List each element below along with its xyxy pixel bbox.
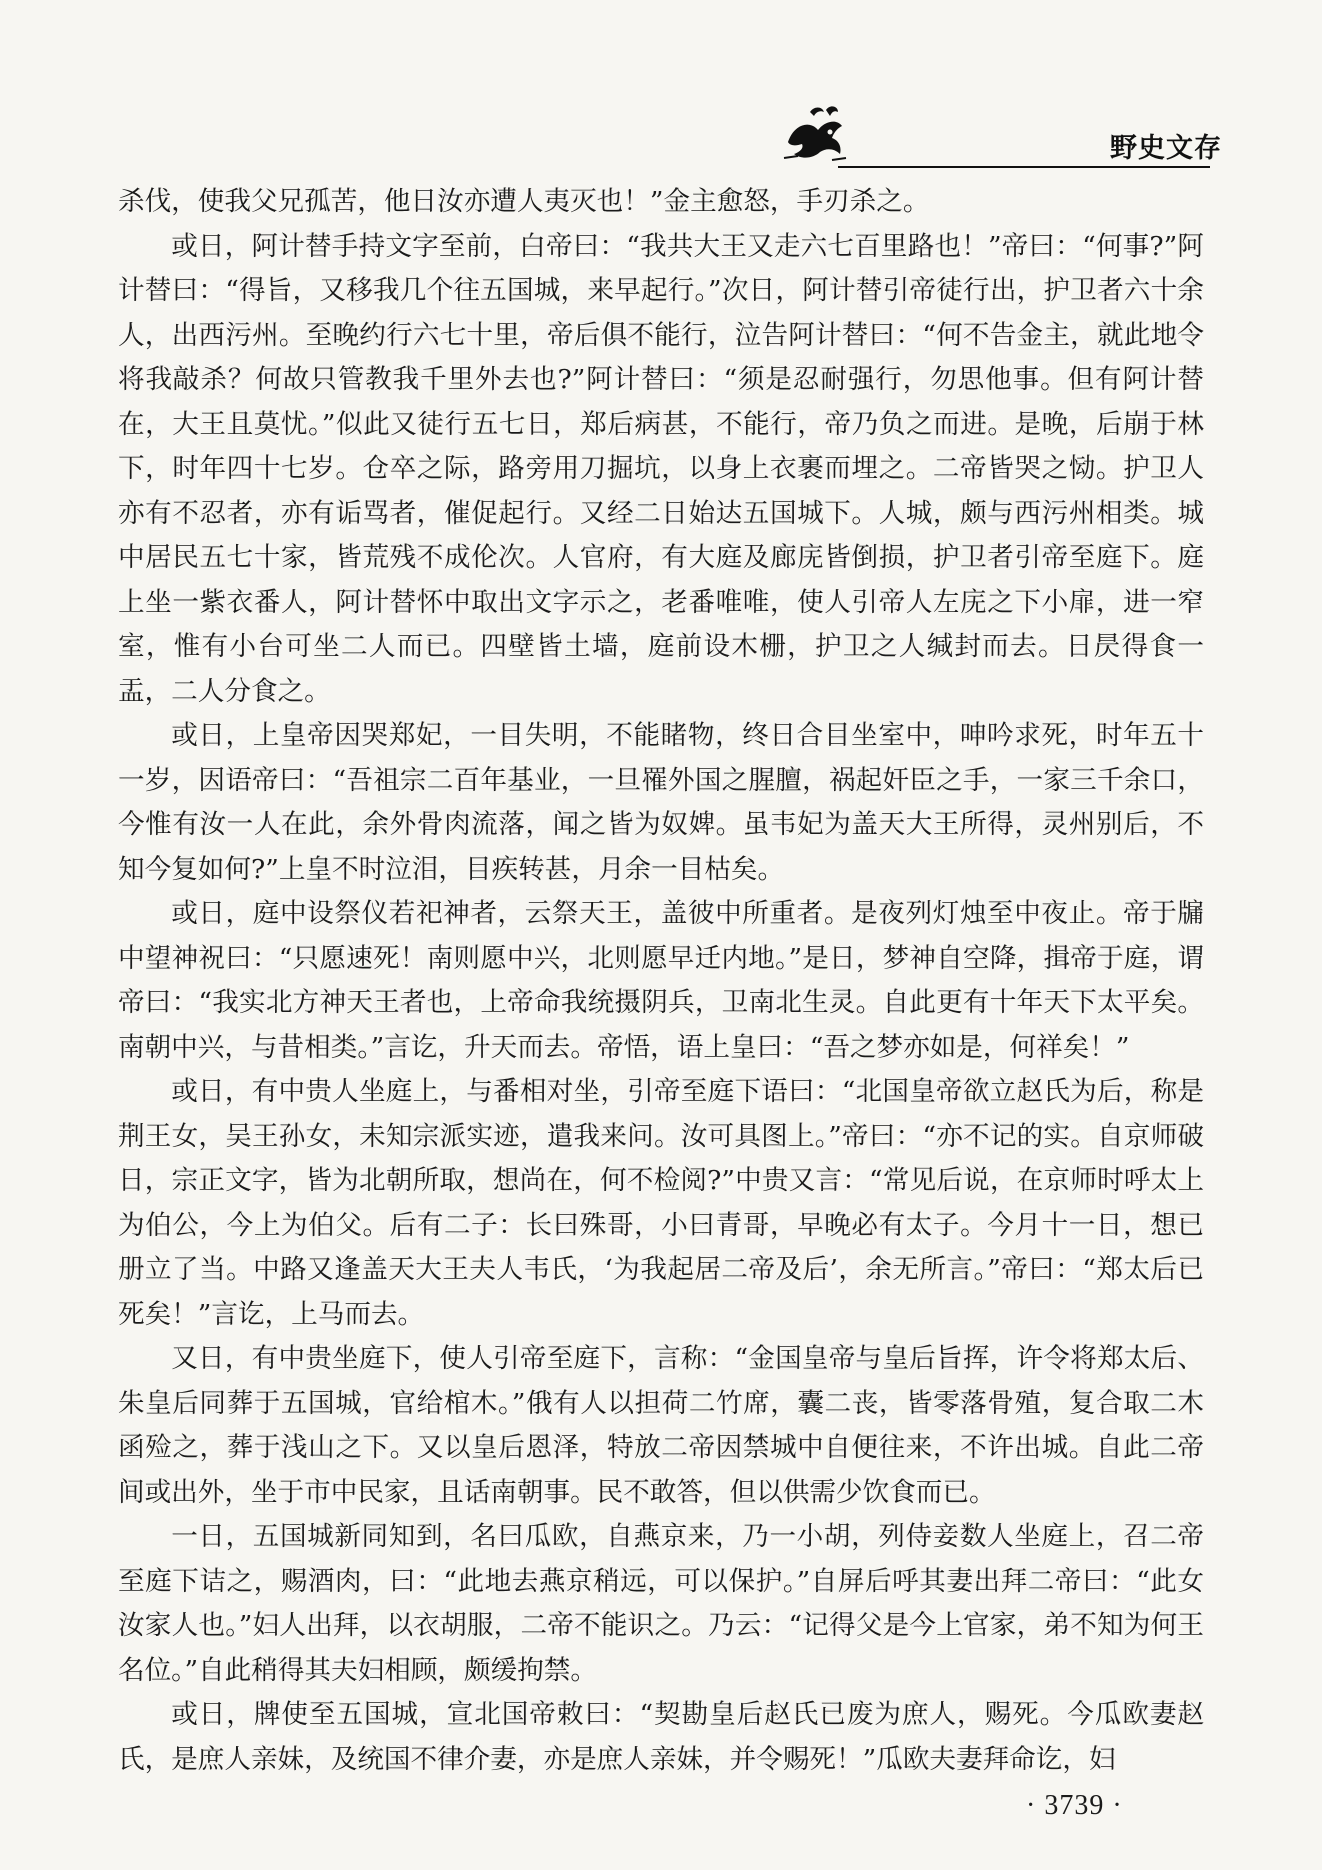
paragraph-4: 或日，庭中设祭仪若祀神者，云祭天王，盖彼中所重者。是夜列灯烛至中夜止。帝于牖中望神祝曰：“只愿速死！南则愿中兴，北则愿早迁内地。”是日，梦神自空降，揖帝于庭，谓帝曰：“我实北方神天王者也，上帝命我统摄阴兵，卫南北生灵。自此更有十年天下太平矣。南朝中兴，与昔相类。”言讫，升天而去。帝悟，语上皇曰：“吾之梦亦如是，何祥矣！” bbox=[118, 898, 1204, 1063]
dragon-emblem-icon bbox=[780, 102, 850, 164]
paragraph-5: 或日，有中贵人坐庭上，与番相对坐，引帝至庭下语曰：“北国皇帝欲立赵氏为后，称是荆王女，吴王孙女，未知宗派实迹，遣我来问。汝可具图上。”帝曰：“亦不记的实。自京师破日，宗正文字，皆为北朝所取，想尚在，何不检阅?”中贵又言：“常见后说，在京师时呼太上为伯公，今上为伯父。后有二子：长曰殊哥，小曰青哥，早晚必有太子。今月十一日，想已册立了当。中路又逢盖天大王夫人韦氏，‘为我起居二帝及后’，余无所言。”帝曰：“郑太后已死矣！”言讫，上马而去。 bbox=[118, 1076, 1204, 1330]
paragraph-1: 杀伐，使我父兄孤苦，他日汝亦遭人夷灭也！”金主愈怒，手刃杀之。 bbox=[118, 186, 930, 217]
paragraph-2: 或日，阿计替手持文字至前，白帝曰：“我共大王又走六七百里路也！”帝曰：“何事?”阿计替曰：“得旨，又移我几个往五国城，来早起行。”次日，阿计替引帝徒行出，护卫者六十余人，出西污州。至晚约行六七十里，帝后俱不能行，泣告阿计替曰：“何不告金主，就此地令将我敲杀？何故只管教我千里外去也?”阿计替曰：“须是忍耐强行，勿思他事。但有阿计替在，大王且莫忧。”似此又徒行五七日，郑后病甚，不能行，帝乃负之而进。是晚，后崩于林下，时年四十七岁。仓卒之际，路旁用刀掘坑，以身上衣裹而埋之。二帝皆哭之恸。护卫人亦有不忍者，亦有诟骂者，催促起行。又经二日始达五国城下。人城，颇与西污州相类。城中居民五七十家，皆荒残不成伦次。人官府，有大庭及廊庑皆倒损，护卫者引帝至庭下。庭上坐一紫衣番人，阿计替怀中取出文字示之，老番唯唯，使人引帝人左庑之下小扉，进一窄室，惟有小台可坐二人而已。四壁皆土墙，庭前设木栅，护卫之人缄封而去。日昃得食一盂，二人分食之。 bbox=[118, 230, 1204, 707]
paragraph-8: 或日，牌使至五国城，宣北国帝敕曰：“契勘皇后赵氏已废为庶人，赐死。今瓜欧妻赵氏，是庶人亲妹，及统国不律介妻，亦是庶人亲妹，并令赐死！”瓜欧夫妻拜命讫，妇 bbox=[118, 1699, 1204, 1775]
running-header-title: 野史文存 bbox=[1110, 133, 1222, 164]
header-rule bbox=[838, 166, 1210, 168]
paragraph-3: 或日，上皇帝因哭郑妃，一目失明，不能睹物，终日合目坐室中，呻吟求死，时年五十一岁，因语帝曰：“吾祖宗二百年基业，一旦罹外国之腥膻，祸起奸臣之手，一家三千余口，今惟有汝一人在此，余外骨肉流落，闻之皆为奴婢。虽韦妃为盖天大王所得，灵州别后，不知今复如何?”上皇不时泣泪，目疾转甚，月余一目枯矣。 bbox=[118, 720, 1204, 885]
page-number: · 3739 · bbox=[1026, 1790, 1123, 1821]
paragraph-6: 又日，有中贵坐庭下，使人引帝至庭下，言称：“金国皇帝与皇后旨挥，许令将郑太后、朱皇后同葬于五国城，官给棺木。”俄有人以担荷二竹席，囊二丧，皆零落骨殖，复合取二木函殓之，葬于浅山之下。又以皇后恩泽，特放二帝因禁城中自便往来，不许出城。自此二帝间或出外，坐于市中民家，且话南朝事。民不敢答，但以供需少饮食而已。 bbox=[118, 1343, 1204, 1508]
page-header bbox=[0, 0, 1322, 175]
article-body bbox=[118, 180, 1204, 1780]
paragraph-7: 一日，五国城新同知到，名曰瓜欧，自燕京来，乃一小胡，列侍妾数人坐庭上，召二帝至庭下诘之，赐酒肉，曰：“此地去燕京稍远，可以保护。”自屏后呼其妻出拜二帝曰：“此女汝家人也。”妇人出拜，以衣胡服，二帝不能识之。乃云：“记得父是今上官家，弟不知为何王名位。”自此稍得其夫妇相顾，颇缓拘禁。 bbox=[118, 1521, 1204, 1686]
